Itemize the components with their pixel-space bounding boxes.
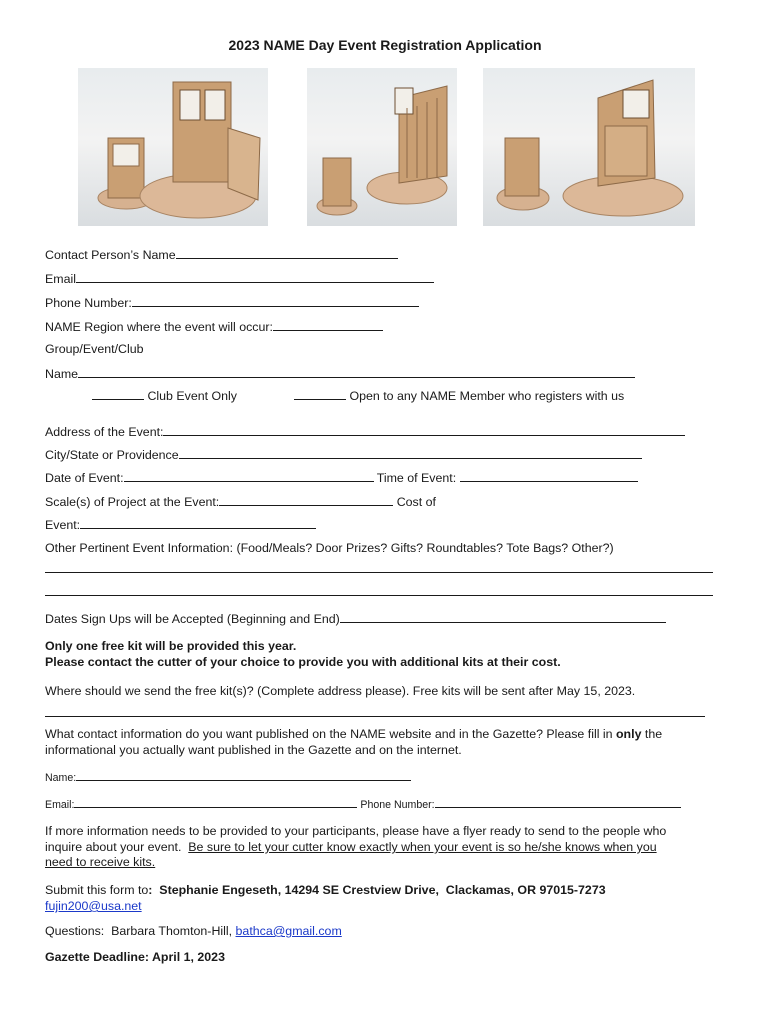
publish-phone-field[interactable] bbox=[435, 797, 681, 808]
publish-name-line bbox=[45, 770, 411, 786]
publish-name-label: Name: bbox=[45, 772, 77, 784]
open-member-option bbox=[294, 388, 624, 404]
publish-question-line-1 bbox=[45, 727, 662, 742]
publish-text-1: What contact information do you want published on the NAME website and in the Gazette? Please fill in bbox=[45, 727, 616, 741]
cost-of-label: Cost of bbox=[396, 495, 436, 509]
address-field[interactable] bbox=[163, 424, 685, 436]
email-label: Email bbox=[45, 272, 76, 286]
contact-name-label: Contact Person’s Name bbox=[45, 248, 176, 262]
publish-name-field[interactable] bbox=[76, 770, 411, 781]
kit-photo-3 bbox=[483, 68, 695, 226]
open-member-blank[interactable] bbox=[294, 388, 346, 400]
other-info-label: Other Pertinent Event Information: (Food/Meals? Door Prizes? Gifts? Roundtables? Tote Bags? Other?) bbox=[45, 541, 614, 555]
kit-notice-line-1: Only one free kit will be provided this year. bbox=[45, 639, 297, 653]
phone-line bbox=[45, 295, 419, 311]
region-field[interactable] bbox=[273, 319, 383, 331]
region-line bbox=[45, 319, 383, 335]
flyer-text-2a: inquire about your event. bbox=[45, 840, 189, 854]
submit-label: Submit this form to bbox=[45, 883, 149, 897]
phone-field[interactable] bbox=[132, 295, 419, 307]
dates-signup-field[interactable] bbox=[340, 611, 666, 623]
flyer-line-1: If more information needs to be provided to your participants, please have a flyer ready to send to the people who bbox=[45, 824, 667, 838]
dates-signup-line bbox=[45, 611, 666, 627]
flyer-emphasis: Be sure to let your cutter know exactly when your event is so he/she knows when you bbox=[188, 840, 657, 854]
publish-text-2: the bbox=[641, 727, 663, 741]
city-label: City/State or Providence bbox=[45, 448, 179, 462]
event-label: Event: bbox=[45, 518, 81, 532]
publish-question-line-2: informational you actually want published in the Gazette and on the internet. bbox=[45, 743, 462, 757]
email-line bbox=[45, 271, 434, 287]
kit-photo-1 bbox=[78, 68, 268, 226]
questions-email-link[interactable]: bathca@gmail.com bbox=[235, 924, 342, 938]
open-member-label: Open to any NAME Member who registers with us bbox=[349, 389, 625, 403]
region-label: NAME Region where the event will occur: bbox=[45, 320, 273, 334]
club-only-label: Club Event Only bbox=[147, 389, 237, 403]
kit-photo-2 bbox=[307, 68, 457, 226]
city-line bbox=[45, 447, 642, 463]
group-name-field[interactable] bbox=[78, 366, 635, 378]
flyer-line-3: need to receive kits. bbox=[45, 855, 156, 869]
questions-label: Questions: Barbara Thomton-Hill, bbox=[45, 924, 236, 938]
gazette-deadline: Gazette Deadline: April 1, 2023 bbox=[45, 950, 225, 964]
club-only-option bbox=[92, 388, 237, 404]
event-cost-field[interactable] bbox=[80, 517, 316, 529]
questions-line bbox=[45, 924, 342, 939]
time-label: Time of Event: bbox=[376, 471, 457, 485]
club-only-blank[interactable] bbox=[92, 388, 144, 400]
contact-name-field[interactable] bbox=[176, 247, 398, 259]
phone-label: Phone Number: bbox=[45, 296, 132, 310]
time-field[interactable] bbox=[460, 470, 638, 482]
other-info-field-2[interactable] bbox=[45, 595, 713, 596]
address-label: Address of the Event: bbox=[45, 425, 164, 439]
date-field[interactable] bbox=[124, 470, 374, 482]
form-title: 2023 NAME Day Event Registration Application bbox=[228, 37, 542, 53]
publish-only-emphasis: only bbox=[615, 727, 642, 741]
publish-email-field[interactable] bbox=[74, 797, 357, 808]
kit-photo-2-image bbox=[307, 68, 457, 226]
kit-photo-3-image bbox=[483, 68, 695, 226]
event-cost-line bbox=[45, 517, 316, 533]
publish-contact-line bbox=[45, 797, 681, 813]
submit-address: : Stephanie Engeseth, 14294 SE Crestview Drive, Clackamas, OR 97015-7273 bbox=[148, 883, 606, 897]
kit-photo-1-image bbox=[78, 68, 268, 226]
scale-line bbox=[45, 494, 436, 510]
scale-field[interactable] bbox=[219, 494, 393, 506]
date-time-line bbox=[45, 470, 638, 486]
scale-label: Scale(s) of Project at the Event: bbox=[45, 495, 220, 509]
send-kit-question: Where should we send the free kit(s)? (Complete address please). Free kits will be sent after May 15, 2023. bbox=[45, 684, 636, 698]
group-label: Group/Event/Club bbox=[45, 342, 144, 356]
publish-email-label: Email: bbox=[45, 799, 75, 811]
name-line bbox=[45, 366, 635, 382]
flyer-line-2 bbox=[45, 840, 657, 855]
publish-phone-label: Phone Number: bbox=[360, 799, 435, 811]
email-field[interactable] bbox=[76, 271, 434, 283]
address-line bbox=[45, 424, 685, 440]
contact-name-line bbox=[45, 247, 398, 263]
name-label: Name bbox=[45, 367, 79, 381]
kit-notice-line-2: Please contact the cutter of your choice to provide you with additional kits at their cost. bbox=[45, 655, 561, 669]
date-label: Date of Event: bbox=[45, 471, 124, 485]
submit-email-link[interactable]: fujin200@usa.net bbox=[45, 899, 142, 913]
dates-signup-label: Dates Sign Ups will be Accepted (Beginning and End) bbox=[45, 612, 340, 626]
city-field[interactable] bbox=[179, 447, 642, 459]
other-info-field-1[interactable] bbox=[45, 572, 713, 573]
send-kit-address-field[interactable] bbox=[45, 716, 705, 717]
submit-line bbox=[45, 883, 606, 898]
